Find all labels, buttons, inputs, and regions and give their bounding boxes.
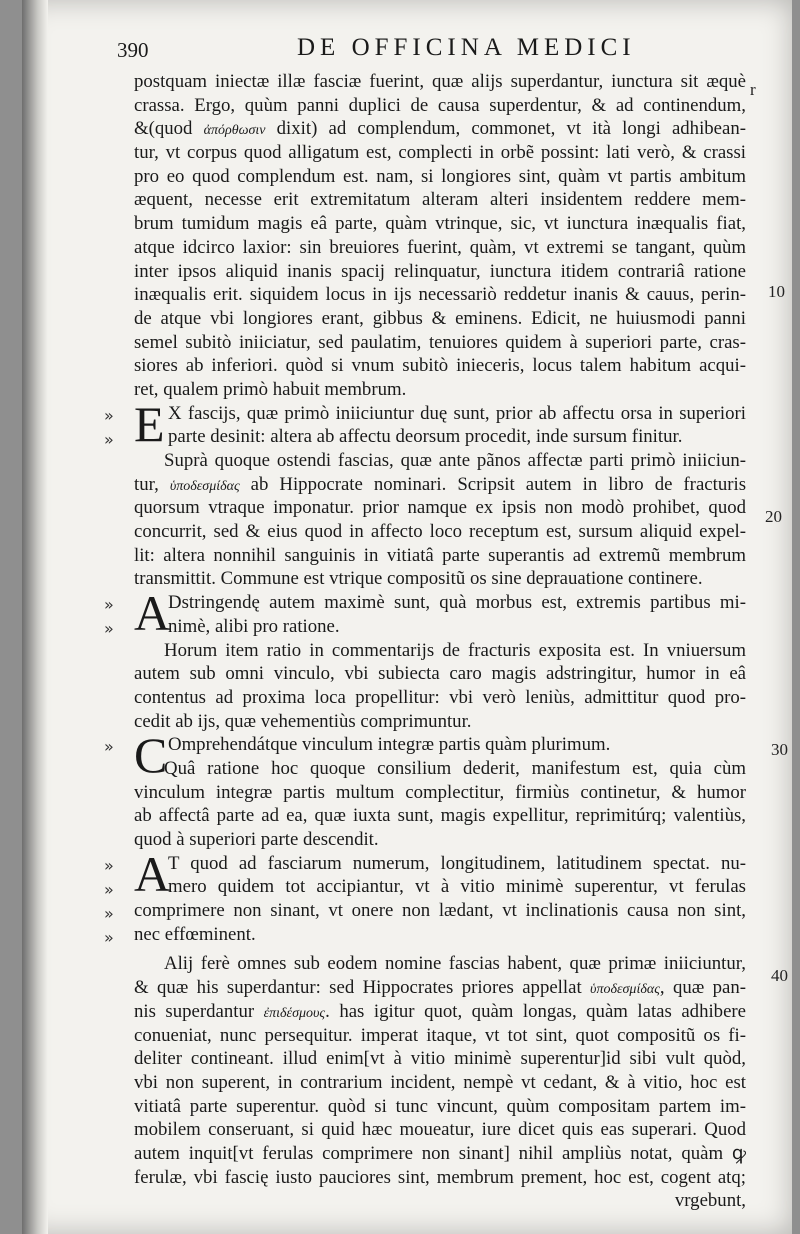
- catchword-marker: r: [750, 80, 756, 99]
- text-line: lit: altera nonnihil sanguinis in vitiatâ parte superantis ad extremũ membrum: [134, 544, 746, 566]
- greek-term: ἐπιδέσμους: [263, 1005, 326, 1021]
- catchword-line: vrgebunt,: [674, 1190, 746, 1212]
- page-number: 390: [117, 38, 149, 62]
- body-text: [104, 70, 746, 1213]
- text-line: transmittit. Commune est vtrique compositũ os sine deprauatione continere.: [134, 568, 703, 590]
- text-line: brum tumidum magis eâ parte, quàm vtrinque, sic, vt iunctura inæqualis fiat,: [134, 213, 746, 235]
- drop-cap-initial: E: [134, 395, 165, 452]
- lemma-line: parte desinit: altera ab affectu deorsum procedit, inde sursum finitur.: [168, 426, 683, 448]
- text-line: vitiatâ parte superentur. quòd si tunc vincunt, quùm compositam partem im-: [134, 1095, 746, 1117]
- text-line: conueniat, nunc persequitur. imperat itaque, vt tot sint, quot compositũ os fi-: [134, 1024, 746, 1046]
- text-line: deliter contineant. illud enim[vt à vitio minimè superentur]id sibi vult quòd,: [134, 1048, 746, 1070]
- lemma-block: » » A Dstringendę autem maximè sunt, quà morbus est, extremis partibus mi- nimè, alibi pro ratione.: [104, 585, 746, 642]
- page-header: [117, 34, 677, 64]
- text-line: atque idcirco laxior: sin breuiores fuerint, quàm, vt extremi se tangant, quùm: [134, 236, 746, 258]
- line-number-30: 30: [771, 740, 788, 759]
- text-line: Alij ferè omnes sub eodem nomine fascias habent, quæ primæ iniiciuntur,: [164, 953, 746, 975]
- lemma-block: » » » » A T quod ad fasciarum numerum, longitudinem, latitudinem spectat. nu- mero quidem tot accipiantur, vt à vitio minimè superentur, vt ferulas comprimere non sinant, vt onere non lædant, vt inclinationis causa non sint, nec effœminent.: [104, 845, 746, 947]
- greek-term: ὑποδεσμίδας: [590, 982, 660, 998]
- greek-term: ὑποδεσμίδας: [169, 478, 240, 494]
- text-line: vinculum integræ partis multum complectitur, firmiùs continetur, & humor: [134, 781, 746, 803]
- text-line: concurrit, sed & eius quod in affecto loco receptum est, sursum aliquid expel-: [134, 521, 746, 543]
- text-line: siores ab inferiori. quòd si vnum subitò inieceris, locus talem habitum acqui-: [134, 355, 746, 377]
- text-line: postquam iniectæ illæ fasciæ fuerint, quæ alijs superdantur, iunctura sit æquè: [134, 71, 746, 92]
- drop-cap-initial: A: [134, 845, 171, 902]
- text-line: autem sub omni vinculo, vbi subiecta caro magis adstringitur, humor in eâ: [134, 663, 746, 685]
- drop-cap-initial: C: [134, 727, 168, 784]
- text-line: pro eo quod complendum est. nam, si longiores sint, quàm vt partis ambitum: [134, 165, 746, 187]
- page-gutter-shadow: [22, 0, 48, 1234]
- text-line: tur, ὑποδεσμίδας ab Hippocrate nominari. Scripsit autem in libro de fracturis: [134, 473, 746, 495]
- text-line: Horum item ratio in commentarijs de fracturis exposita est. In vniuersum: [164, 639, 746, 661]
- lemma-line: nimè, alibi pro ratione.: [168, 615, 340, 637]
- book-page: [22, 0, 792, 1234]
- text-line: contentus ad proxima loca propellitur: vbi verò leniùs, admittitur quod pro-: [134, 686, 746, 708]
- lemma-line: nec effœminent.: [134, 923, 256, 945]
- line-number-40: 40: [771, 966, 788, 985]
- text-line: Quâ ratione hoc quoque consilium dederit, manifestum est, quia cùm: [164, 757, 746, 779]
- lemma-line: Dstringendę autem maximè sunt, quà morbus est, extremis partibus mi-: [168, 592, 746, 614]
- lemma-line: mero quidem tot accipiantur, vt à vitio minimè superentur, vt ferulas: [168, 876, 746, 898]
- text-line: tur, vt corpus quod alligatum est, complecti in orbẽ possint: lati verò, & crassi: [134, 142, 746, 164]
- text-line: & quæ his superdantur: sed Hippocrates priores appellat ὑποδεσμίδας, quæ pan-: [134, 977, 746, 999]
- text-line: cedit ab ijs, quæ vehementiùs comprimuntur.: [134, 710, 472, 732]
- lemma-line: X fascijs, quæ primò iniiciuntur duę sunt, prior ab affectu orsa in superiori: [168, 402, 746, 424]
- text-line: inter ipsos aliquid inanis spacij relinquatur, iunctura itidem contrariâ ratione: [134, 260, 746, 282]
- text-line: æquent, necesse erit extremitatum alteram alteri insidentem reddere mem-: [134, 189, 746, 211]
- lemma-line: Omprehendátque vinculum integræ partis quàm plurimum.: [168, 734, 611, 756]
- text-line: Suprà quoque ostendi fascias, quæ ante pãnos affectæ parti primò iniiciun-: [164, 450, 746, 471]
- greek-term: ἀπόρθωσιν: [203, 123, 266, 139]
- text-line: vbi non superent, in contrarium incident, nempè vt cedant, & à vitio, hoc est: [134, 1071, 746, 1093]
- text-line: ab affectâ parte ad ea, quæ iuxta sunt, magis expellitur, reprimitúrq; valentiùs,: [134, 805, 746, 827]
- text-line: mobilem conseruant, si quid hæc moueatur, iure dicet quis eas superari. Quod: [134, 1119, 746, 1141]
- text-line: ret, qualem primò habuit membrum.: [134, 378, 407, 400]
- running-head: DE OFFICINA MEDICI: [297, 34, 636, 61]
- text-line: quorsum vtraque imponatur. prior namque ex ipsis non modò prohibet, quod: [134, 497, 746, 519]
- lemma-block: » » E X fascijs, quæ primò iniiciuntur duę sunt, prior ab affectu orsa in superiori parte desinit: altera ab affectu deorsum procedit, inde sursum finitur.: [104, 395, 746, 452]
- text-line: de atque vbi longiores erant, gibbus & eminens. Edicit, ne huiusmodi panni: [134, 307, 746, 329]
- text-line: &(quod ἀπόρθωσιν dixit) ad complendum, commonet, vt ità longi adhibean-: [134, 118, 746, 140]
- text-line: nis superdantur ἐπιδέσμους. has igitur quot, quàm longas, quàm latas adhibere: [134, 1000, 746, 1022]
- line-number-20: 20: [765, 507, 782, 526]
- drop-cap-initial: A: [134, 585, 171, 642]
- lemma-line: T quod ad fasciarum numerum, longitudinem, latitudinem spectat. nu-: [168, 852, 746, 874]
- line-number-10: 10: [768, 282, 785, 301]
- text-line: semel subitò iniiciatur, sed paulatim, tenuiores quidem à superiori parte, cras-: [134, 331, 746, 353]
- text-line: quod à superiori parte descendit.: [134, 829, 379, 850]
- lemma-block: » C Omprehendátque vinculum integræ partis quàm plurimum.: [134, 733, 746, 757]
- text-line: crassa. Ergo, quùm panni duplici de causa superdentur, & ad continendum,: [134, 94, 746, 116]
- text-line: inæqualis erit. siquidem locus in ijs necessariò reddetur inanis & cauus, perin-: [134, 284, 746, 306]
- text-line: ferulæ, vbi fascię iusto pauciores sint, membrum prement, hoc est, cogent atq;: [134, 1166, 746, 1188]
- lemma-line: comprimere non sinant, vt onere non lædant, vt inclinationis causa non sint,: [134, 900, 746, 922]
- text-line: autem inquit[vt ferulas comprimere non sinant] nihil ampliùs notat, quàm ꝙ: [134, 1142, 746, 1164]
